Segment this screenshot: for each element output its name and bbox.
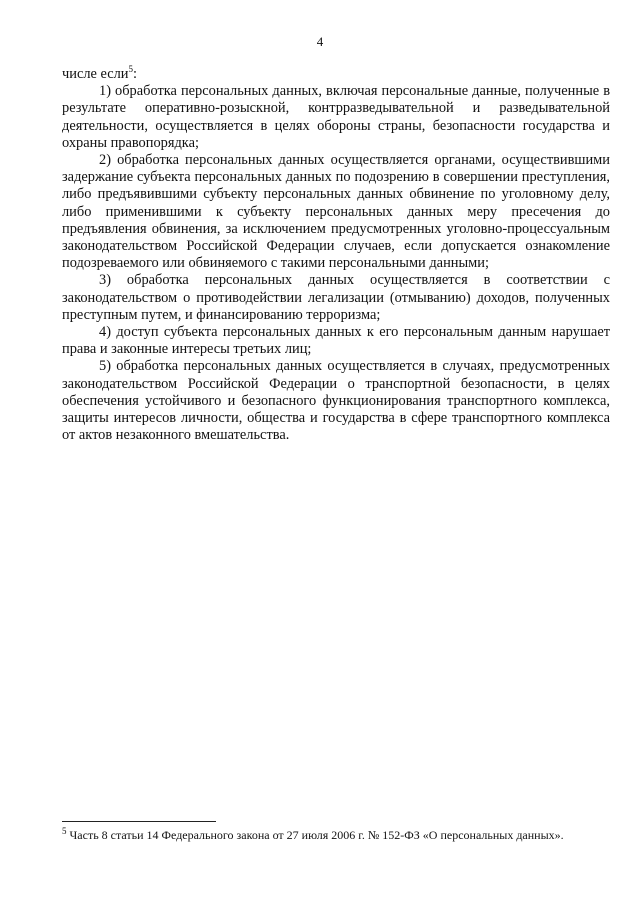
footnote: [62, 828, 622, 842]
footnote-separator: [62, 821, 216, 822]
list-item: 3) обработка персональных данных осуществляется в соответствии с законодательством о противодействии легализации (отмыванию) доходов, полученных преступным путем, и финансированию терроризма;: [62, 272, 610, 323]
list-item: 1) обработка персональных данных, включая персональные данные, полученные в результате оперативно-розыскной, контрразведывательной и разведывательной деятельности, осуществляется в целях обороны страны, безопасности государства и охраны правопорядка;: [62, 83, 610, 151]
footnote-marker: 5: [62, 826, 67, 836]
intro-text: числе если: [62, 66, 129, 82]
footnote-text: Часть 8 статьи 14 Федерального закона от 27 июля 2006 г. № 152-ФЗ «О персональных данных».: [66, 828, 564, 842]
list-item: 2) обработка персональных данных осуществляется органами, осуществившими задержание субъекта персональных данных по подозрению в совершении преступления, либо предъявившими субъекту персональных данных обвинение по уголовному делу, либо применившими к субъекту персональных данных меру пресечения до предъявления обвинения, за исключением предусмотренных уголовно-процессуальным законодательством Российской Федерации случаев, если допускается ознакомление подозреваемого или обвиняемого с такими персональными данными;: [62, 152, 610, 272]
intro-colon: :: [133, 66, 138, 82]
list-item: 5) обработка персональных данных осуществляется в случаях, предусмотренных законодательством Российской Федерации о транспортной безопасности, в целях обеспечения устойчивого и безопасного функционирования транспортного комплекса, защиты интересов личности, общества и государства в сфере транспортного комплекса от актов незаконного вмешательства.: [62, 358, 610, 444]
list-item: 4) доступ субъекта персональных данных к его персональным данным нарушает права и законные интересы третьих лиц;: [62, 324, 610, 358]
page-number: 4: [316, 34, 324, 49]
intro-line: [62, 66, 610, 83]
document-body: [62, 66, 610, 444]
footnote-reference: 5: [128, 64, 134, 75]
